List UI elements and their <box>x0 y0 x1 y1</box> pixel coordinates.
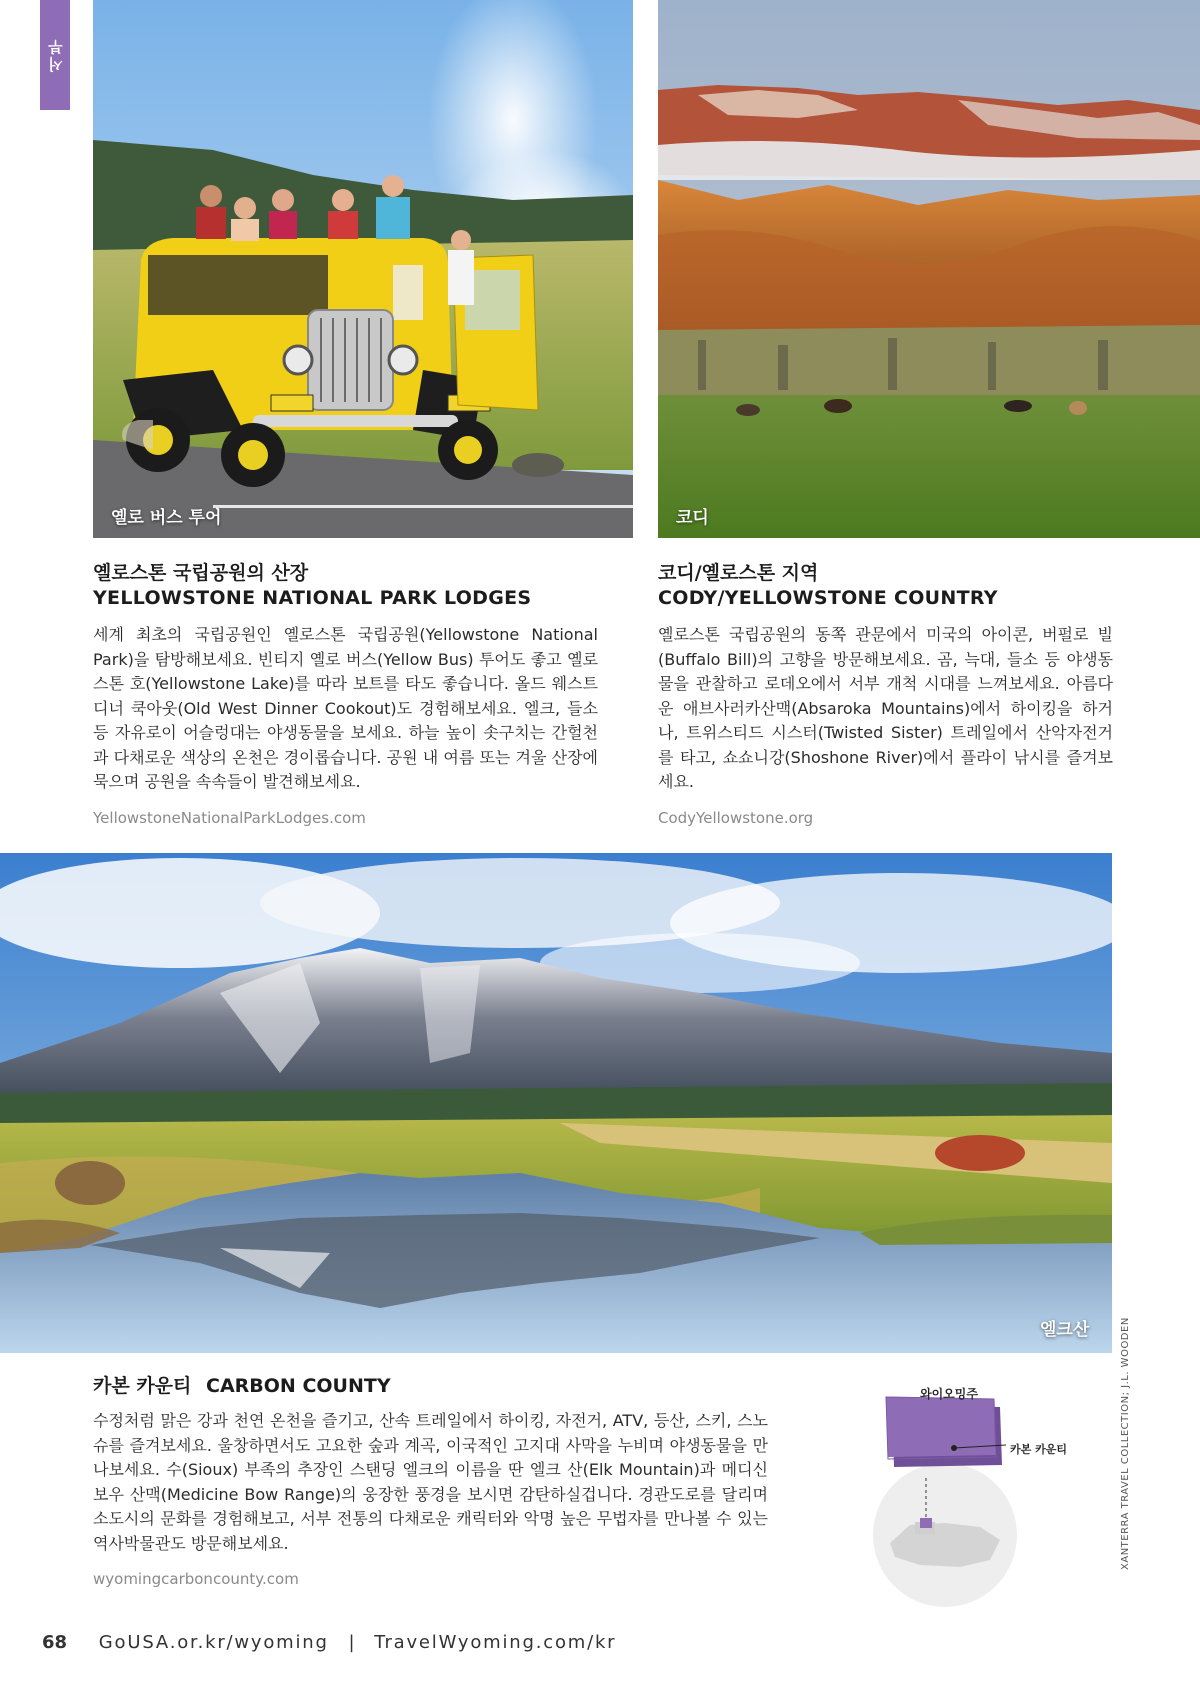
article-title-ko: 코디/옐로스톤 지역 <box>658 562 819 584</box>
article-title-en: YELLOWSTONE NATIONAL PARK LODGES <box>93 587 532 609</box>
footer-link-gousa[interactable]: GoUSA.or.kr/wyoming <box>98 1632 329 1653</box>
section-tab-label: 서부 <box>46 38 65 72</box>
page-footer <box>42 1632 616 1653</box>
article-url[interactable]: wyomingcarboncounty.com <box>93 1570 299 1588</box>
cody-landscape-photo <box>658 0 1200 538</box>
cody-caption: 코디 <box>676 508 709 528</box>
photo-credit: XANTERRA TRAVEL COLLECTION; J.L. WOODEN <box>1120 1317 1131 1570</box>
article-carbon-county <box>93 1374 768 1588</box>
article-yellowstone <box>93 561 598 827</box>
bus-caption: 옐로 버스 투어 <box>111 508 222 528</box>
article-cody <box>658 561 1113 827</box>
section-tab <box>40 0 70 110</box>
article-body: 수정처럼 맑은 강과 천연 온천을 즐기고, 산속 트레일에서 하이킹, 자전거, ATV, 등산, 스키, 스노슈를 즐겨보세요. 울창하면서도 고요한 숲과 계곡, 이국적인 고지대 사막을 누비며 야생동물을 만나보세요. 수(Sioux) 부족의 추장인 스탠딩 엘크의 이름을 딴 엘크 산(Elk Mountain)과 메디신 보우 산맥(Medicine Bow Range)의 웅장한 풍경을 보시면 감탄하실겁니다. 경관도로를 달리며 소도시의 문화를 경험해보고, 서부 전통의 다채로운 캐릭터와 악명 높은 무법자를 만나볼 수 있는 역사박물관도 방문해보세요. <box>93 1411 768 1553</box>
wyoming-map-graphic <box>860 1375 1150 1610</box>
article-url[interactable]: CodyYellowstone.org <box>658 808 814 827</box>
article-title-ko: 카본 카운티 <box>93 1375 192 1397</box>
map-county-label: 카본 카운티 <box>1010 1443 1067 1456</box>
article-title <box>93 1374 768 1399</box>
yellow-bus-photo <box>93 0 633 538</box>
elk-mountain-photo <box>0 853 1112 1353</box>
article-url[interactable]: YellowstoneNationalParkLodges.com <box>93 808 366 827</box>
page-number: 68 <box>42 1632 68 1653</box>
article-title-en: CARBON COUNTY <box>206 1375 391 1397</box>
article-body: 세계 최초의 국립공원인 옐로스톤 국립공원(Yellowstone National Park)을 탐방해보세요. 빈티지 옐로 버스(Yellow Bus) 투어도 좋고 옐로스톤 호(Yellowstone Lake)를 따라 보트를 타도 좋습니다. 올드 웨스트 디너 쿡아웃(Old West Dinner Cookout)도 경험해보세요. 엘크, 들소 등 자유로이 어슬렁대는 야생동물을 보세요. 하늘 높이 솟구치는 간헐천과 다채로운 색상의 온천은 경이롭습니다. 공원 내 여름 또는 겨울 산장에 묵으며 공원을 속속들이 발견해보세요. <box>93 625 598 791</box>
footer-separator: | <box>348 1632 355 1653</box>
map-state-label: 와이오밍주 <box>920 1387 978 1401</box>
article-body: 옐로스톤 국립공원의 동쪽 관문에서 미국의 아이콘, 버펄로 빌(Buffalo Bill)의 고향을 방문해보세요. 곰, 늑대, 들소 등 야생동물을 관찰하고 로데오에서 서부 개척 시대를 느껴보세요. 아름다운 애브사러카산맥(Absaroka Mountains)에서 하이킹을 하거나, 트위스티드 시스터(Twisted Sister) 트레일에서 산악자전거를 타고, 쇼쇼니강(Shoshone River)에서 플라이 낚시를 즐겨보세요. <box>658 625 1113 791</box>
footer-link-travelwyoming[interactable]: TravelWyoming.com/kr <box>374 1632 617 1653</box>
article-title-ko: 옐로스톤 국립공원의 산장 <box>93 562 309 584</box>
locator-map <box>860 1375 1150 1610</box>
article-title-en: CODY/YELLOWSTONE COUNTRY <box>658 587 998 609</box>
elk-caption: 엘크산 <box>1040 1320 1090 1340</box>
